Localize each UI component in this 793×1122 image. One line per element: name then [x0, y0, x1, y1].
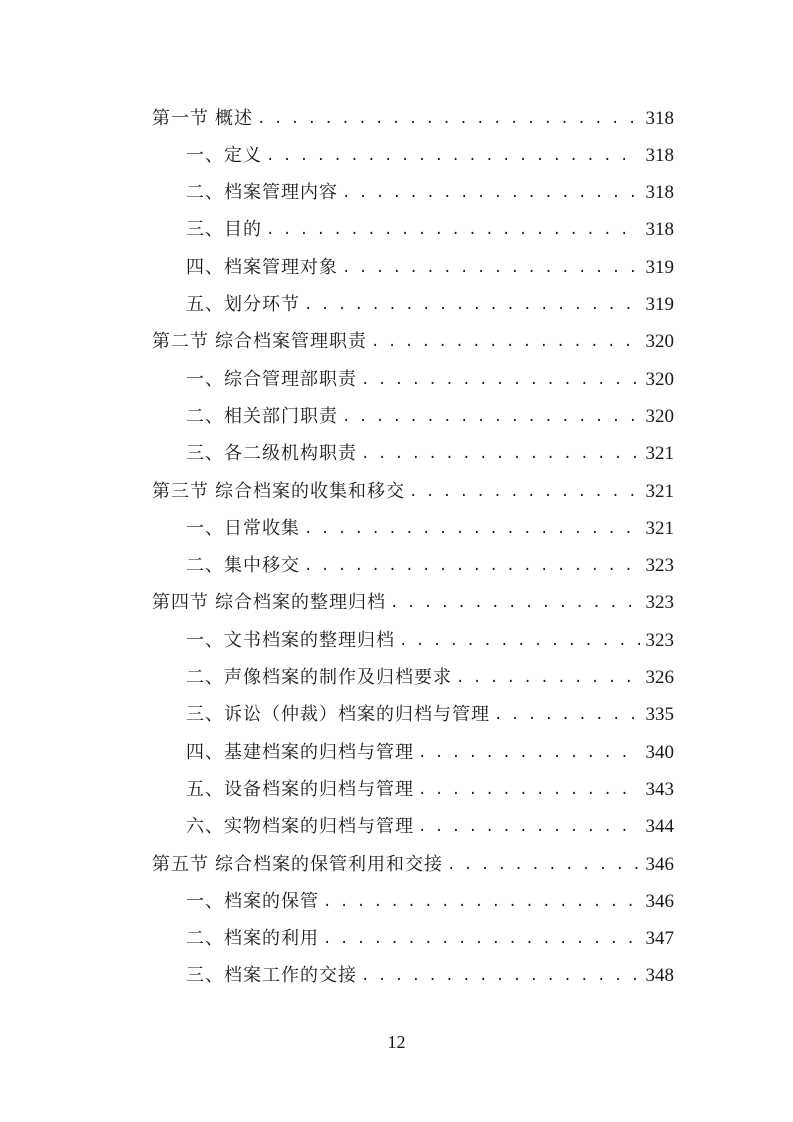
toc-subsection-entry [186, 361, 674, 398]
toc-entry-label [186, 696, 490, 733]
toc-entry-title: 综合档案管理职责 [215, 331, 367, 353]
toc-entry-number: 一、 [186, 890, 224, 912]
toc-page-number: 323 [645, 629, 674, 651]
dot-leader [257, 101, 640, 138]
toc-entry-title: 综合档案的保管利用和交接 [215, 853, 443, 875]
dot-leader [361, 958, 640, 995]
toc-entry-label [186, 883, 319, 920]
dot-leader [342, 175, 640, 212]
toc-entry-number: 四、 [186, 741, 224, 763]
toc-subsection-entry [186, 398, 674, 435]
toc-entry-number: 五、 [186, 294, 224, 315]
toc-entry-label [152, 323, 367, 360]
toc-entry-number: 第二节 [152, 331, 209, 353]
toc-page-number: 320 [645, 331, 674, 353]
dot-leader [323, 884, 640, 921]
toc-subsection-entry [186, 659, 674, 696]
toc-subsection-entry [186, 734, 674, 771]
toc-page-number: 318 [645, 182, 674, 204]
toc-entry-title: 日常收集 [224, 517, 300, 539]
toc-entry-title: 综合管理部职责 [224, 368, 357, 390]
toc-entry-number: 第五节 [152, 853, 209, 875]
toc-page-number: 319 [645, 294, 674, 315]
toc-entry-number: 一、 [186, 629, 224, 651]
toc-entry-number: 一、 [186, 517, 224, 539]
toc-subsection-entry [186, 957, 674, 994]
dot-leader [409, 474, 640, 511]
toc-subsection-entry [186, 547, 674, 584]
toc-entry-title: 综合档案的整理归档 [215, 592, 386, 614]
toc-entry-title: 文书档案的整理归档 [224, 629, 395, 651]
toc-entry-label [186, 435, 357, 472]
toc-entry-number: 四、 [186, 256, 224, 278]
toc-entry-number: 三、 [186, 704, 224, 726]
toc-entry-label [186, 957, 357, 994]
toc-entry-title: 概述 [215, 107, 253, 129]
toc-entry-title: 集中移交 [224, 555, 300, 577]
toc-page-number: 326 [645, 667, 674, 688]
toc-page-number: 323 [645, 555, 674, 577]
page-number: 12 [387, 1032, 406, 1052]
dot-leader [418, 809, 640, 846]
toc-entry-label [186, 659, 452, 696]
toc-entry-title: 划分环节 [224, 294, 300, 315]
toc-entry-number: 二、 [186, 928, 224, 950]
toc-subsection-entry [186, 696, 674, 733]
toc-page-number: 321 [645, 517, 674, 539]
toc-entry-number: 一、 [186, 144, 224, 166]
dot-leader [418, 772, 640, 809]
toc-entry-title: 诉讼（仲裁）档案的归档与管理 [224, 704, 490, 726]
toc-entry-label [186, 622, 395, 659]
toc-entry-number: 六、 [186, 816, 224, 838]
toc-entry-label [186, 734, 414, 771]
toc-section-entry [152, 473, 674, 510]
toc-entry-title: 档案的保管 [224, 890, 319, 912]
toc-entry-number: 第三节 [152, 480, 209, 502]
dot-leader [266, 138, 640, 175]
toc-entry-label [186, 398, 338, 435]
dot-leader [342, 250, 640, 287]
toc-entry-label [152, 846, 443, 883]
toc-section-entry [152, 100, 674, 137]
dot-leader [371, 324, 640, 361]
toc-entry-number: 第四节 [152, 592, 209, 614]
toc-section-entry [152, 584, 674, 621]
toc-page-number: 343 [645, 778, 674, 800]
toc-section-entry [152, 846, 674, 883]
toc-entry-label [152, 100, 253, 137]
toc-page-number: 320 [645, 368, 674, 390]
toc-entry-number: 二、 [186, 555, 224, 577]
toc-entry-label [186, 286, 300, 323]
toc-subsection-entry [186, 137, 674, 174]
toc-entry-number: 二、 [186, 182, 224, 204]
toc-page-number: 318 [645, 107, 674, 129]
toc-entry-label [152, 473, 405, 510]
toc-entry-title: 实物档案的归档与管理 [224, 816, 414, 838]
toc-entry-label [186, 920, 319, 957]
toc-entry-title: 综合档案的收集和移交 [215, 480, 405, 502]
dot-leader [418, 735, 640, 772]
toc-entry-number: 第一节 [152, 107, 209, 129]
toc-entry-number: 三、 [186, 219, 224, 241]
toc-subsection-entry [186, 771, 674, 808]
dot-leader [323, 921, 640, 958]
toc-entry-label [152, 584, 386, 621]
toc-entry-title: 声像档案的制作及归档要求 [224, 667, 452, 688]
toc-page-number: 318 [645, 144, 674, 166]
toc-entry-label [186, 249, 338, 286]
toc-page-number: 344 [645, 816, 674, 838]
toc-page-number: 323 [645, 592, 674, 614]
toc-entry-number: 二、 [186, 667, 224, 688]
toc-page-number: 320 [645, 405, 674, 427]
toc-entry-number: 二、 [186, 405, 224, 427]
toc-entry-title: 定义 [224, 144, 262, 166]
dot-leader [304, 287, 640, 324]
toc-entry-number: 五、 [186, 778, 224, 800]
dot-leader [456, 660, 640, 697]
toc-subsection-entry [186, 883, 674, 920]
toc-subsection-entry [186, 286, 674, 323]
toc-entry-title: 基建档案的归档与管理 [224, 741, 414, 763]
toc-entry-label [186, 547, 300, 584]
toc-page-number: 346 [645, 890, 674, 912]
toc-subsection-entry [186, 174, 674, 211]
toc-page-number: 348 [645, 965, 674, 987]
toc-entry-label [186, 137, 262, 174]
dot-leader [304, 511, 640, 548]
toc-entry-title: 目的 [224, 219, 262, 241]
dot-leader [399, 623, 640, 660]
toc-entry-title: 档案工作的交接 [224, 965, 357, 987]
toc-entry-number: 三、 [186, 965, 224, 987]
dot-leader [304, 548, 640, 585]
toc-subsection-entry [186, 920, 674, 957]
toc-subsection-entry [186, 808, 674, 845]
toc-subsection-entry [186, 622, 674, 659]
toc-subsection-entry [186, 211, 674, 248]
toc-entry-title: 档案管理内容 [224, 182, 338, 204]
toc-entry-label [186, 510, 300, 547]
toc-subsection-entry [186, 510, 674, 547]
dot-leader [342, 399, 640, 436]
dot-leader [494, 697, 640, 734]
dot-leader [390, 585, 640, 622]
toc-page-number: 340 [645, 741, 674, 763]
toc-entry-label [186, 361, 357, 398]
toc-entry-title: 各二级机构职责 [224, 443, 357, 465]
toc-page-number: 335 [645, 704, 674, 726]
dot-leader [266, 212, 640, 249]
toc-page-number: 346 [645, 853, 674, 875]
toc-entry-label [186, 211, 262, 248]
toc-entry-title: 设备档案的归档与管理 [224, 778, 414, 800]
toc-entry-label [186, 808, 414, 845]
toc-entry-number: 三、 [186, 443, 224, 465]
toc-section-entry [152, 323, 674, 360]
toc-entry-label [186, 174, 338, 211]
toc-page-number: 318 [645, 219, 674, 241]
toc-page-number: 321 [645, 480, 674, 502]
toc-entry-title: 相关部门职责 [224, 405, 338, 427]
toc-subsection-entry [186, 435, 674, 472]
toc-entry-label [186, 771, 414, 808]
toc-page-number: 321 [645, 443, 674, 465]
toc-page-number: 347 [645, 928, 674, 950]
toc-entry-title: 档案管理对象 [224, 256, 338, 278]
dot-leader [361, 436, 640, 473]
toc-page-number: 319 [645, 256, 674, 278]
dot-leader [447, 847, 640, 884]
toc-entry-title: 档案的利用 [224, 928, 319, 950]
toc-subsection-entry [186, 249, 674, 286]
toc-entry-number: 一、 [186, 368, 224, 390]
dot-leader [361, 362, 640, 399]
